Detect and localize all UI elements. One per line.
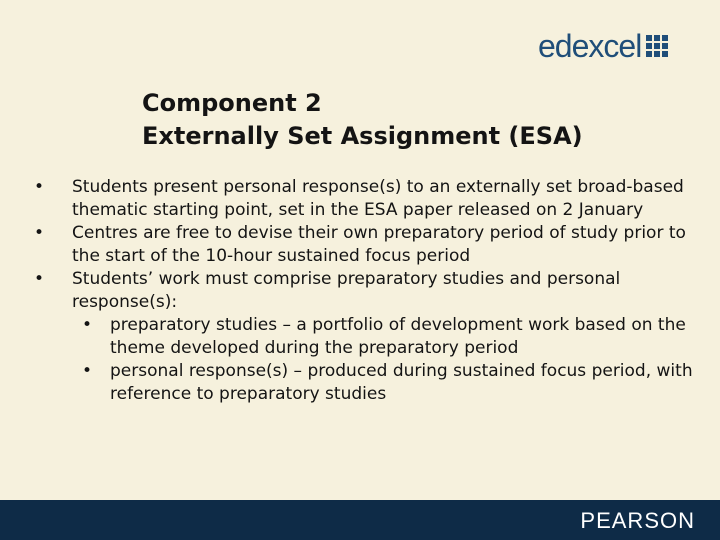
bullet-dot-icon: • (34, 223, 45, 243)
bullet-text: Students’ work must comprise preparatory studies and personal response(s): (72, 269, 621, 312)
bullet-item (34, 222, 704, 268)
bullet-list (34, 176, 704, 406)
slide-title (142, 87, 583, 153)
bullet-dot-icon: • (34, 177, 45, 197)
bullet-content (34, 176, 704, 406)
bullet-item (34, 268, 704, 406)
sub-bullet-text: preparatory studies – a portfolio of development work based on the theme developed during the preparatory period (110, 315, 686, 358)
sub-bullet-text: personal response(s) – produced during sustained focus period, with reference to preparatory studies (110, 361, 693, 404)
sub-bullet-dot-icon: • (82, 361, 93, 381)
sub-bullet-dot-icon: • (82, 315, 93, 335)
bullet-dot-icon: • (34, 269, 45, 289)
edexcel-logo-dots-icon (646, 35, 668, 57)
slide-title-line-1: Component 2 (142, 89, 322, 117)
sub-bullet-item (72, 314, 704, 360)
bullet-item (34, 176, 704, 222)
pearson-logo: PEARSON (580, 508, 695, 533)
sub-bullet-item (72, 360, 704, 406)
bullet-text: Centres are free to devise their own preparatory period of study prior to the start of the 10-hour sustained focus period (72, 223, 686, 266)
edexcel-logo (538, 30, 668, 62)
sub-bullet-list (72, 314, 704, 406)
footer-bar (0, 500, 720, 540)
edexcel-logo-text: edexcel (538, 28, 642, 64)
bullet-text: Students present personal response(s) to an externally set broad-based thematic starting point, set in the ESA paper released on 2 January (72, 177, 684, 220)
slide-title-line-2: Externally Set Assignment (ESA) (142, 122, 583, 150)
